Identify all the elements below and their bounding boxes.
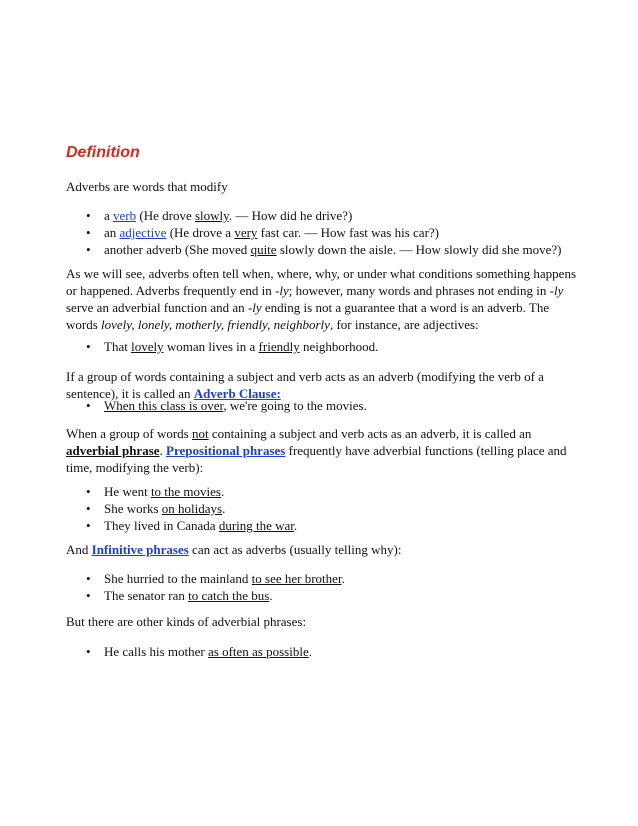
- para-text: But there are other kinds of adverbial phrases:: [66, 614, 307, 629]
- para-text: As we will see, adverbs often tell when, where, why, or under what conditions something happens or happened. Adverbs frequently end in: [66, 266, 577, 298]
- verb-link[interactable]: verb: [113, 208, 137, 223]
- modify-list: [66, 207, 582, 258]
- item-text: .: [308, 644, 312, 659]
- item-text: .: [220, 484, 225, 499]
- infinitive-phrases-link[interactable]: Infinitive phrases: [91, 542, 189, 557]
- underlined-word: very: [234, 225, 258, 240]
- prepositional-list: [66, 483, 582, 534]
- list-item: [66, 241, 582, 258]
- bold-term: adverbial phrase: [66, 443, 160, 458]
- other-list: [66, 643, 582, 660]
- item-text: .: [222, 501, 226, 516]
- item-text: They lived in Canada: [104, 518, 219, 533]
- underlined-phrase: on holidays: [161, 501, 223, 516]
- underlined-word: lovely: [131, 339, 164, 354]
- adverb-clause-link[interactable]: Adverb Clause:: [193, 386, 281, 401]
- para-text: , for instance, are adjectives:: [329, 317, 479, 332]
- list-item: [66, 587, 582, 604]
- list-item: [66, 500, 582, 517]
- adverb-function-paragraph: [66, 265, 582, 333]
- section-heading: Definition: [66, 144, 140, 161]
- lovely-example-list: [66, 338, 582, 355]
- item-text: (He drove a: [166, 225, 235, 240]
- underlined-phrase: as often as possible: [207, 644, 309, 659]
- list-item: [66, 643, 582, 660]
- infinitive-list: [66, 570, 582, 604]
- para-text: .: [159, 443, 167, 458]
- item-text: (He drove: [136, 208, 195, 223]
- item-text: The senator ran: [104, 588, 189, 603]
- italic-suffix: -ly: [275, 283, 289, 298]
- item-text: He calls his mother: [104, 644, 208, 659]
- item-text: an: [104, 225, 120, 240]
- list-item: [66, 570, 582, 587]
- other-phrases-paragraph: [66, 613, 582, 630]
- underlined-phrase: to the movies: [150, 484, 221, 499]
- item-text: a: [104, 208, 114, 223]
- underlined-word: quite: [250, 242, 277, 257]
- intro-text: Adverbs are words that modify: [66, 179, 228, 194]
- item-text: .: [269, 588, 273, 603]
- item-text: She hurried to the mainland: [104, 571, 252, 586]
- para-text: ; however, many words and phrases not ending in: [288, 283, 550, 298]
- italic-word-list: lovely, lonely, motherly, friendly, neighborly: [101, 317, 330, 332]
- adjective-link[interactable]: adjective: [119, 225, 167, 240]
- item-text: She works: [104, 501, 162, 516]
- para-text: If a group of words containing a subject and verb acts as an adverb (modifying the verb of a sentence), it is called an: [66, 369, 544, 401]
- para-text: ending is not a guarantee that a word is an adverb. The words: [66, 300, 550, 332]
- underlined-word: slowly: [194, 208, 229, 223]
- item-text: another adverb (She moved: [104, 242, 251, 257]
- item-text: fast car. — How fast was his car?): [257, 225, 439, 240]
- intro-paragraph: [66, 178, 582, 195]
- underlined-phrase: to see her brother: [251, 571, 342, 586]
- para-text: can act as adverbs (usually telling why):: [188, 542, 402, 557]
- para-text: containing a subject and verb acts as an adverb, it is called an: [208, 426, 532, 441]
- adverbial-phrase-paragraph: [66, 425, 582, 476]
- list-item: [66, 483, 582, 500]
- underlined-phrase: during the war: [218, 518, 294, 533]
- underlined-word: not: [192, 426, 209, 441]
- item-text: slowly down the aisle. — How slowly did she move?): [276, 242, 562, 257]
- underlined-phrase: to catch the bus: [188, 588, 270, 603]
- item-text: .: [341, 571, 345, 586]
- clause-example-list: [66, 397, 582, 414]
- para-text: frequently have adverbial functions (telling place and time, modifying the verb):: [66, 443, 567, 475]
- list-item: [66, 397, 582, 414]
- item-text: , we're going to the movies.: [223, 398, 367, 413]
- item-text: neighborhood.: [299, 339, 379, 354]
- underlined-word: friendly: [258, 339, 300, 354]
- item-text: woman lives in a: [163, 339, 259, 354]
- list-item: [66, 207, 582, 224]
- para-text: And: [66, 542, 92, 557]
- para-text: When a group of words: [66, 426, 192, 441]
- list-item: [66, 224, 582, 241]
- italic-suffix: -ly: [549, 283, 564, 298]
- para-text: serve an adverbial function and an: [66, 300, 248, 315]
- underlined-clause: When this class is over: [104, 398, 224, 413]
- prepositional-phrases-link[interactable]: Prepositional phrases: [166, 443, 286, 458]
- item-text: .: [293, 518, 298, 533]
- item-text: He went: [104, 484, 151, 499]
- item-text: . — How did he drive?): [228, 208, 353, 223]
- list-item: [66, 338, 582, 355]
- italic-suffix: -ly: [247, 300, 262, 315]
- item-text: That: [104, 339, 132, 354]
- infinitive-paragraph: [66, 541, 582, 558]
- list-item: [66, 517, 582, 534]
